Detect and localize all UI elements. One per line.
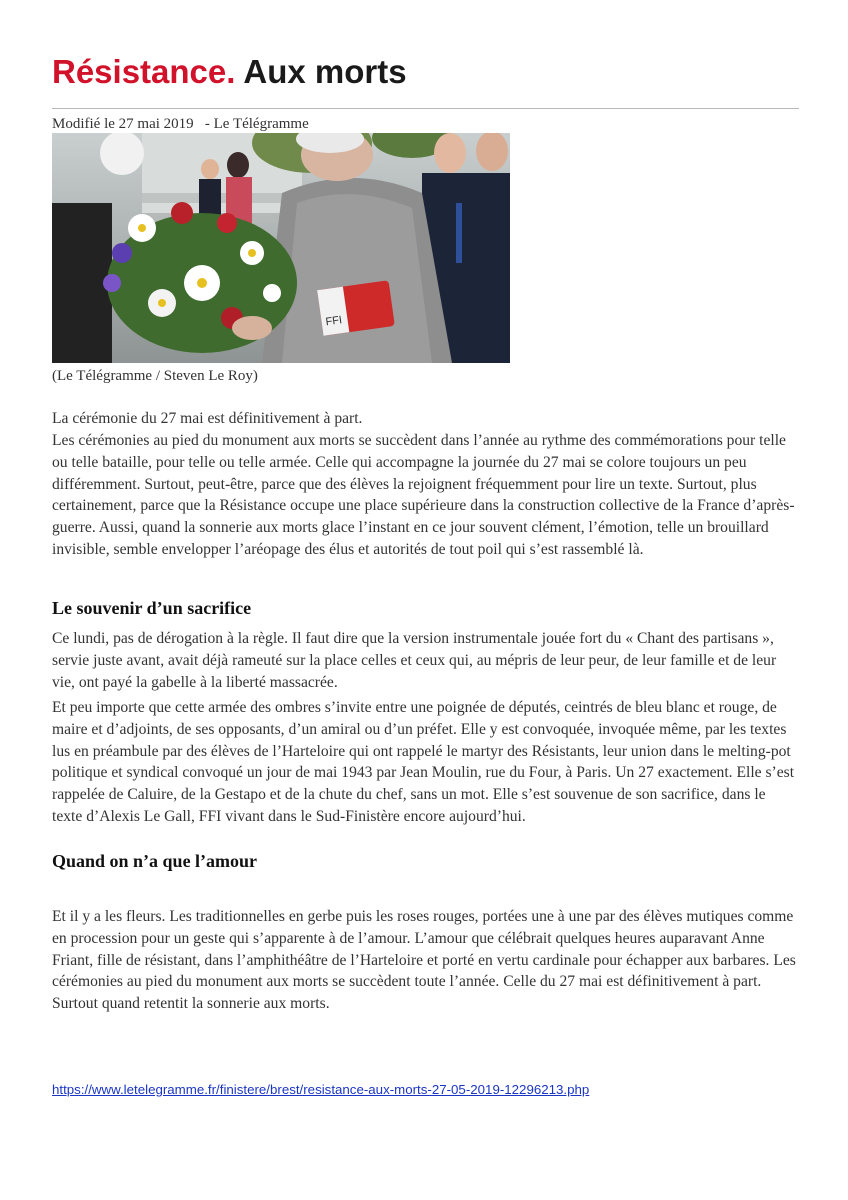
article-meta: Modifié le 27 mai 2019 - Le Télégramme [52,116,309,132]
intro-line: La cérémonie du 27 mai est définitivement à part. [52,410,363,427]
paragraph-4: Et il y a les fleurs. Les traditionnelles en gerbe puis les roses rouges, portées une à une par des élèves mutiques comme en procession pour un geste qui s’apparente à de l’amour. L’amour que célébrait quelques heures auparavant Anne Friant, fille de résistant, dans l’amphithéâtre de l’Harteloire et porté en vertu cardinale pour échapper aux barbares. Les cérémonies au pied du monument aux morts se succèdent toute l’année. Celle du 27 mai est définitivement à part. Surtout quand retentit la sonnerie aux morts. [52,908,796,1013]
photo-caption: (Le Télégramme / Steven Le Roy) [52,368,258,384]
title-accent: Résistance. [52,53,236,90]
section-heading-2: Quand on n’a que l’amour [52,851,258,871]
title-divider [52,108,799,109]
paragraph-2: Ce lundi, pas de dérogation à la règle. Il faut dire que la version instrumentale jouée fort du « Chant des partisans », servie juste avant, avait déjà rameuté sur la place celles et ceux qui, au mépris de leur peur, de leur famille et de leur vie, ont payé la gabelle à la liberté massacrée. [52,630,777,691]
paragraph-3: Et peu importe que cette armée des ombres s’invite entre une poignée de députés, ceintrés de bleu blanc et rouge, de maire et d’adjoints, de ses opposants, d’un amiral ou d’un préfet. Elle y est convoquée, invoquée même, par les textes lus en préambule par des élèves de l’Harteloire qui ont rappelé le martyr des Résistants, leur union dans le melting-pot politique et syndical convoqué un jour de mai 1943 par Jean Moulin, rue du Four, à Paris. Un 27 exactement. Elle s’est rappelée de Caluire, de la Gestapo et de la chute du chef, sans un mot. Elle s’est souvenue de son sacrifice, dans le texte d’Alexis Le Gall, FFI vivant dans le Sud-Finistère encore aujourd’hui. [52,699,795,825]
section-heading-1: Le souvenir d’un sacrifice [52,598,252,618]
article-title [52,52,407,92]
paragraph-1: Les cérémonies au pied du monument aux morts se succèdent dans l’année au rythme des commémorations pour telle ou telle bataille, pour telle ou telle armée. Celle qui accompagne la journée du 27 mai se colore toujours un peu différemment. Surtout, peut-être, parce que des élèves la rejoignent fréquemment pour lire un texte. Surtout, plus certainement, parce que la Résistance occupe une place supérieure dans la construction collective de la France d’après-guerre. Aussi, quand la sonnerie aux morts glace l’instant en ce jour souvent clément, l’émotion, telle un brouillard invisible, semble envelopper l’aréopage des élus et autorités de tout poil qui s’est rassemblé là. [52,432,795,558]
article-photo [52,133,510,363]
armband-label: FFI [324,314,343,329]
title-rest: Aux morts [235,53,407,90]
source-link[interactable]: https://www.letelegramme.fr/finistere/brest/resistance-aux-morts-27-05-2019-12296213.php [52,1082,590,1097]
